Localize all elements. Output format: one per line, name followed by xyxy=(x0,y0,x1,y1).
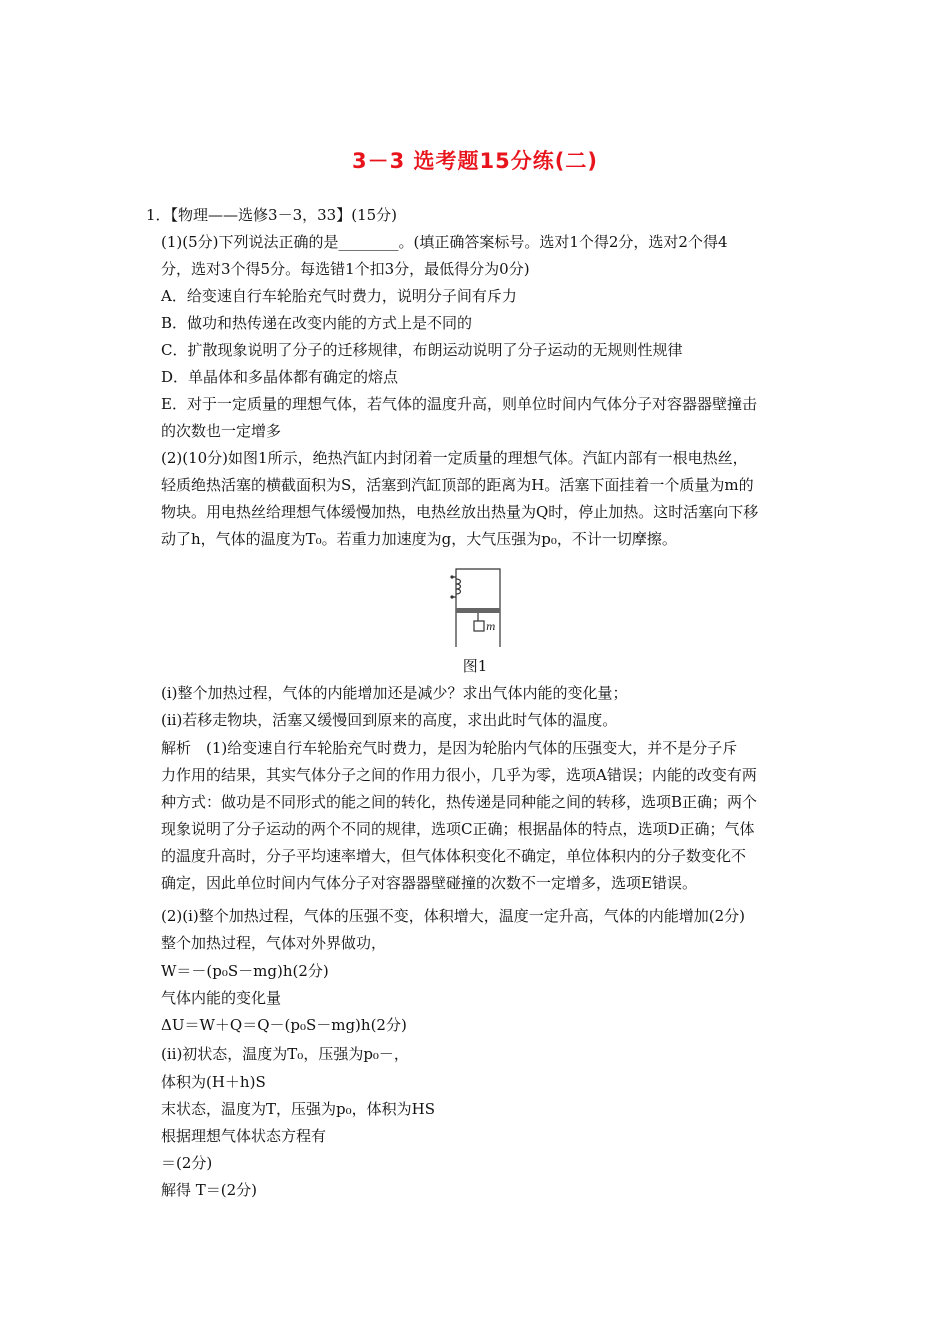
mass-label: m xyxy=(486,622,496,633)
page-title: 3－3 选考题15分练(二) xyxy=(352,149,598,173)
solution-line: 根据理想气体状态方程有 xyxy=(161,1127,327,1145)
solution-line: 的温度升高时，分子平均速率增大，但气体体积变化不确定，单位体积内的分子数变化不 xyxy=(161,847,747,865)
formula-line: ＝(2分) xyxy=(161,1154,213,1172)
formula-line: 解得 T＝(2分) xyxy=(161,1181,258,1199)
text-line: 动了h，气体的温度为T₀。若重力加速度为g，大气压强为p₀，不计一切摩擦。 xyxy=(161,530,677,548)
mass-block xyxy=(474,621,484,631)
subquestion-ii: (ⅱ)若移走物块，活塞又缓慢回到原来的高度，求出此时气体的温度。 xyxy=(161,711,618,729)
piston xyxy=(456,608,500,613)
text-line: 的次数也一定增多 xyxy=(161,422,282,440)
terminal-dot xyxy=(450,595,453,598)
cylinder-figure xyxy=(448,567,504,649)
solution-line: 整个加热过程，气体对外界做功， xyxy=(161,934,387,952)
terminal-dot xyxy=(450,575,453,578)
solution-line: 末状态，温度为T，压强为p₀，体积为HS xyxy=(161,1100,435,1118)
solution-line: 气体内能的变化量 xyxy=(161,989,282,1007)
solution-line: 体积为(H＋h)S xyxy=(161,1073,266,1091)
solution-line: (ⅱ)初状态，温度为T₀，压强为p₀－， xyxy=(161,1045,409,1063)
solution-line: 现象说明了分子运动的两个不同的规律，选项C正确；根据晶体的特点，选项D正确；气体 xyxy=(161,820,755,838)
solution-line: 力作用的结果，其实气体分子之间的作用力很小，几乎为零，选项A错误；内能的改变有两 xyxy=(161,766,757,784)
option-a: A．给变速自行车轮胎充气时费力，说明分子间有斥力 xyxy=(161,287,517,305)
text-line: (2)(10分)如图1所示，绝热汽缸内封闭着一定质量的理想气体。汽缸内部有一根电热丝， xyxy=(161,449,748,467)
heater-leads xyxy=(452,577,456,597)
option-e: E．对于一定质量的理想气体，若气体的温度升高，则单位时间内气体分子对容器器壁撞击 xyxy=(161,395,757,413)
text-line: (1)(5分)下列说法正确的是________。(填正确答案标号。选对1个得2分，选对2个得4 xyxy=(161,233,728,251)
solution-line: 解析 (1)给变速自行车轮胎充气时费力，是因为轮胎内气体的压强变大，并不是分子斥 xyxy=(161,739,738,757)
formula-line: ΔU＝W＋Q＝Q－(p₀S－mg)h(2分) xyxy=(161,1016,407,1034)
option-c: C．扩散现象说明了分子的迁移规律，布朗运动说明了分子运动的无规则性规律 xyxy=(161,341,683,359)
solution-line: 确定，因此单位时间内气体分子对容器器壁碰撞的次数不一定增多，选项E错误。 xyxy=(161,874,697,892)
subquestion-i: (ⅰ)整个加热过程，气体的内能增加还是减少？求出气体内能的变化量； xyxy=(161,684,628,702)
question-heading: 1．【物理——选修3－3，33】(15分) xyxy=(146,206,398,224)
text-line: 物块。用电热丝给理想气体缓慢加热，电热丝放出热量为Q时，停止加热。这时活塞向下移 xyxy=(161,503,759,521)
option-d: D．单晶体和多晶体都有确定的熔点 xyxy=(161,368,399,386)
solution-line: (2)(ⅰ)整个加热过程，气体的压强不变，体积增大，温度一定升高，气体的内能增加(2分) xyxy=(161,907,746,925)
figure-caption: 图1 xyxy=(462,657,488,675)
text-line: 分，选对3个得5分。每选错1个扣3分，最低得分为0分) xyxy=(161,260,530,278)
text-line: 轻质绝热活塞的横截面积为S，活塞到汽缸顶部的距离为H。活塞下面挂着一个质量为m的 xyxy=(161,476,754,494)
option-b: B．做功和热传递在改变内能的方式上是不同的 xyxy=(161,314,473,332)
formula-line: W＝－(p₀S－mg)h(2分) xyxy=(161,962,329,980)
solution-line: 种方式：做功是不同形式的能之间的转化，热传递是同种能之间的转移，选项B正确；两个 xyxy=(161,793,758,811)
heater-coil xyxy=(456,579,461,594)
